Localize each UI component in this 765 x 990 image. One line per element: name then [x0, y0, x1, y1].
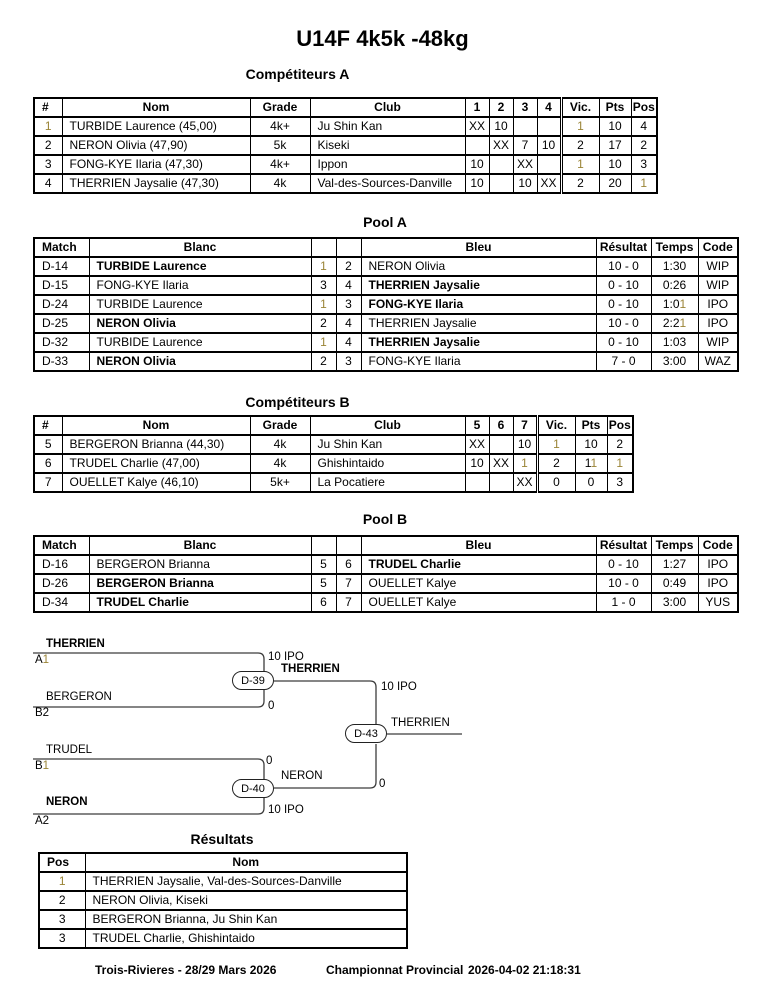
col-pos: Pos — [631, 98, 657, 117]
cell-g7: 10 — [513, 435, 537, 454]
col-nom: Nom — [85, 853, 407, 872]
bracket-score: 10 IPO — [268, 651, 304, 663]
cell-pos: 1 — [39, 872, 85, 891]
cell-nom: TURBIDE Laurence (45,00) — [62, 117, 250, 136]
cell-bleu: OUELLET Kalye — [361, 574, 596, 593]
cell-match: D-34 — [34, 593, 89, 612]
cell-code: IPO — [698, 314, 738, 333]
col-7: 7 — [513, 416, 537, 435]
cell-g4: XX — [537, 174, 561, 193]
col-2: 2 — [489, 98, 513, 117]
cell-bleu: NERON Olivia — [361, 257, 596, 276]
cell-g1: 10 — [465, 155, 489, 174]
bracket-match-pill-d43: D-43 — [345, 724, 387, 743]
cell-num: 5 — [34, 435, 62, 454]
cell-resultat: 0 - 10 — [596, 555, 651, 574]
col-nom: Nom — [62, 416, 250, 435]
cell-match: D-32 — [34, 333, 89, 352]
bracket-score: 0 — [266, 755, 273, 767]
col-bleu: Bleu — [361, 238, 596, 257]
cell-resultat: 10 - 0 — [596, 314, 651, 333]
result-row — [39, 872, 407, 891]
cell-nom: OUELLET Kalye (46,10) — [62, 473, 250, 492]
cell-temps: 1:03 — [651, 333, 698, 352]
cell-g6: XX — [489, 454, 513, 473]
col-nom: Nom — [62, 98, 250, 117]
cell-pos: 2 — [631, 136, 657, 155]
cell-bleu: TRUDEL Charlie — [361, 555, 596, 574]
cell-temps: 0:49 — [651, 574, 698, 593]
cell-g2 — [489, 155, 513, 174]
cell-num: 4 — [34, 174, 62, 193]
cell-club: Ju Shin Kan — [310, 435, 465, 454]
page-title: U14F 4k5k -48kg — [296, 26, 469, 51]
cell-g5: XX — [465, 435, 489, 454]
cell-bleu: FONG-KYE Ilaria — [361, 352, 596, 371]
competitors-a-table — [33, 97, 658, 194]
cell-resultat: 0 - 10 — [596, 276, 651, 295]
cell-match: D-25 — [34, 314, 89, 333]
cell-pts: 0 — [575, 473, 607, 492]
cell-g5: 10 — [465, 454, 489, 473]
cell-temps: 1:01 — [651, 295, 698, 314]
cell-code: WAZ — [698, 352, 738, 371]
col-5: 5 — [465, 416, 489, 435]
cell-pts: 20 — [599, 174, 631, 193]
cell-g3: 7 — [513, 136, 537, 155]
cell-club: Ghishintaido — [310, 454, 465, 473]
cell-blanc: NERON Olivia — [89, 314, 311, 333]
cell-blanc: TRUDEL Charlie — [89, 593, 311, 612]
cell-bleu-num: 3 — [336, 352, 361, 371]
cell-blanc-num: 1 — [311, 333, 336, 352]
cell-vic: 2 — [537, 454, 575, 473]
cell-blanc-num: 1 — [311, 257, 336, 276]
cell-code: IPO — [698, 555, 738, 574]
cell-num: 7 — [34, 473, 62, 492]
bracket-seed: A1 — [35, 654, 50, 666]
col-6: 6 — [489, 416, 513, 435]
col-grade: Grade — [250, 416, 310, 435]
cell-g4: 10 — [537, 136, 561, 155]
match-row — [34, 314, 738, 333]
pool-b-heading: Pool B — [362, 511, 408, 527]
cell-blanc: FONG-KYE Ilaria — [89, 276, 311, 295]
cell-num: 6 — [34, 454, 62, 473]
table-row — [34, 117, 657, 136]
cell-code: IPO — [698, 574, 738, 593]
cell-blanc-num: 5 — [311, 574, 336, 593]
col-blanc: Blanc — [89, 238, 311, 257]
cell-bleu-num: 4 — [336, 314, 361, 333]
cell-temps: 2:21 — [651, 314, 698, 333]
cell-pos: 3 — [631, 155, 657, 174]
cell-g3 — [513, 117, 537, 136]
cell-pos: 1 — [607, 454, 633, 473]
cell-nom: BERGERON Brianna, Ju Shin Kan — [85, 910, 407, 929]
cell-match: D-26 — [34, 574, 89, 593]
match-row — [34, 257, 738, 276]
bracket-score: 10 IPO — [268, 804, 304, 816]
col-blanc-num — [311, 238, 336, 257]
col-resultat: Résultat — [596, 238, 651, 257]
col-vic: Vic. — [537, 416, 575, 435]
col-code: Code — [698, 238, 738, 257]
cell-blanc: TURBIDE Laurence — [89, 257, 311, 276]
cell-bleu: OUELLET Kalye — [361, 593, 596, 612]
cell-g6 — [489, 435, 513, 454]
col-4: 4 — [537, 98, 561, 117]
bracket-winner-name: NERON — [281, 770, 323, 782]
cell-blanc-num: 2 — [311, 314, 336, 333]
col-temps: Temps — [651, 536, 698, 555]
results-table — [38, 852, 408, 949]
result-row — [39, 910, 407, 929]
cell-nom: THERRIEN Jaysalie (47,30) — [62, 174, 250, 193]
cell-g7: XX — [513, 473, 537, 492]
cell-blanc: BERGERON Brianna — [89, 555, 311, 574]
cell-bleu-num: 6 — [336, 555, 361, 574]
footer-event: Trois-Rivieres - 28/29 Mars 2026 — [95, 963, 277, 977]
cell-blanc-num: 3 — [311, 276, 336, 295]
results-heading: Résultats — [190, 831, 254, 847]
col-bleu-num — [336, 238, 361, 257]
cell-bleu: THERRIEN Jaysalie — [361, 314, 596, 333]
competitors-b-table — [33, 415, 634, 493]
cell-bleu-num: 2 — [336, 257, 361, 276]
cell-code: WIP — [698, 333, 738, 352]
cell-code: IPO — [698, 295, 738, 314]
cell-blanc-num: 5 — [311, 555, 336, 574]
col-club: Club — [310, 416, 465, 435]
col-vic: Vic. — [561, 98, 599, 117]
bracket-score: 0 — [268, 700, 275, 712]
cell-g1: 10 — [465, 174, 489, 193]
cell-grade: 5k — [250, 136, 310, 155]
cell-vic: 1 — [561, 155, 599, 174]
result-row — [39, 891, 407, 910]
table-header-row — [39, 853, 407, 872]
bracket-match-pill-d40: D-40 — [232, 779, 274, 798]
cell-g2: XX — [489, 136, 513, 155]
col-blanc-num — [311, 536, 336, 555]
cell-nom: BERGERON Brianna (44,30) — [62, 435, 250, 454]
cell-g1: XX — [465, 117, 489, 136]
cell-nom: THERRIEN Jaysalie, Val-des-Sources-Danville — [85, 872, 407, 891]
cell-pts: 11 — [575, 454, 607, 473]
cell-nom: FONG-KYE Ilaria (47,30) — [62, 155, 250, 174]
cell-club: Kiseki — [310, 136, 465, 155]
cell-grade: 4k — [250, 435, 310, 454]
cell-blanc: TURBIDE Laurence — [89, 333, 311, 352]
cell-temps: 3:00 — [651, 593, 698, 612]
cell-vic: 0 — [537, 473, 575, 492]
result-row — [39, 929, 407, 948]
table-row — [34, 136, 657, 155]
cell-g2 — [489, 174, 513, 193]
footer-printed-timestamp: 2026-04-02 21:18:31 — [468, 963, 581, 977]
bracket-winner-name: THERRIEN — [391, 717, 450, 729]
table-row — [34, 435, 633, 454]
cell-club: Ippon — [310, 155, 465, 174]
cell-temps: 3:00 — [651, 352, 698, 371]
cell-grade: 4k+ — [250, 155, 310, 174]
cell-pos: 1 — [631, 174, 657, 193]
cell-club: La Pocatiere — [310, 473, 465, 492]
cell-bleu-num: 3 — [336, 295, 361, 314]
cell-g5 — [465, 473, 489, 492]
table-header-row — [34, 98, 657, 117]
col-blanc: Blanc — [89, 536, 311, 555]
cell-num: 1 — [34, 117, 62, 136]
footer-championship: Championnat Provincial — [326, 963, 464, 977]
cell-num: 2 — [34, 136, 62, 155]
cell-bleu-num: 4 — [336, 333, 361, 352]
cell-temps: 1:27 — [651, 555, 698, 574]
col-3: 3 — [513, 98, 537, 117]
table-row — [34, 473, 633, 492]
bracket-slot-name: TRUDEL — [46, 744, 93, 756]
cell-pos: 2 — [607, 435, 633, 454]
cell-nom: TRUDEL Charlie (47,00) — [62, 454, 250, 473]
cell-code: WIP — [698, 257, 738, 276]
col-temps: Temps — [651, 238, 698, 257]
cell-resultat: 7 - 0 — [596, 352, 651, 371]
competitors-a-heading: Compétiteurs A — [245, 66, 350, 82]
pool-a-table — [33, 237, 739, 372]
col-pts: Pts — [575, 416, 607, 435]
cell-resultat: 0 - 10 — [596, 333, 651, 352]
cell-num: 3 — [34, 155, 62, 174]
cell-match: D-14 — [34, 257, 89, 276]
table-header-row — [34, 416, 633, 435]
col-pts: Pts — [599, 98, 631, 117]
col-bleu-num — [336, 536, 361, 555]
cell-match: D-16 — [34, 555, 89, 574]
cell-code: YUS — [698, 593, 738, 612]
cell-vic: 1 — [537, 435, 575, 454]
cell-bleu-num: 4 — [336, 276, 361, 295]
match-row — [34, 333, 738, 352]
bracket-seed: B2 — [35, 707, 50, 719]
cell-resultat: 1 - 0 — [596, 593, 651, 612]
bracket-score: 0 — [379, 778, 386, 790]
match-row — [34, 574, 738, 593]
cell-g4 — [537, 155, 561, 174]
pool-a-heading: Pool A — [363, 214, 407, 230]
cell-g6 — [489, 473, 513, 492]
bracket-slot-name: THERRIEN — [46, 638, 105, 650]
cell-resultat: 10 - 0 — [596, 257, 651, 276]
bracket-score: 10 IPO — [381, 681, 417, 693]
col-club: Club — [310, 98, 465, 117]
col-bleu: Bleu — [361, 536, 596, 555]
cell-match: D-15 — [34, 276, 89, 295]
cell-nom: TRUDEL Charlie, Ghishintaido — [85, 929, 407, 948]
col-resultat: Résultat — [596, 536, 651, 555]
match-row — [34, 593, 738, 612]
match-row — [34, 276, 738, 295]
col-pos: Pos — [39, 853, 85, 872]
bracket-match-pill-d39: D-39 — [232, 671, 274, 690]
match-row — [34, 555, 738, 574]
cell-nom: NERON Olivia, Kiseki — [85, 891, 407, 910]
table-row — [34, 155, 657, 174]
cell-pos: 3 — [607, 473, 633, 492]
cell-pts: 10 — [599, 117, 631, 136]
table-row — [34, 454, 633, 473]
cell-bleu-num: 7 — [336, 593, 361, 612]
cell-blanc: NERON Olivia — [89, 352, 311, 371]
cell-pos: 4 — [631, 117, 657, 136]
cell-g1 — [465, 136, 489, 155]
table-header-row — [34, 238, 738, 257]
cell-pos: 3 — [39, 910, 85, 929]
cell-bleu-num: 7 — [336, 574, 361, 593]
cell-g4 — [537, 117, 561, 136]
cell-bleu: FONG-KYE Ilaria — [361, 295, 596, 314]
cell-grade: 4k+ — [250, 117, 310, 136]
cell-blanc-num: 1 — [311, 295, 336, 314]
bracket-seed: A2 — [35, 815, 50, 827]
cell-vic: 2 — [561, 136, 599, 155]
cell-blanc-num: 2 — [311, 352, 336, 371]
cell-g7: 1 — [513, 454, 537, 473]
cell-pts: 10 — [575, 435, 607, 454]
cell-club: Ju Shin Kan — [310, 117, 465, 136]
pool-b-table — [33, 535, 739, 613]
cell-g3: 10 — [513, 174, 537, 193]
bracket-seed: B1 — [35, 760, 50, 772]
cell-resultat: 10 - 0 — [596, 574, 651, 593]
cell-temps: 1:30 — [651, 257, 698, 276]
cell-club: Val-des-Sources-Danville — [310, 174, 465, 193]
bracket-winner-name: THERRIEN — [281, 663, 340, 675]
cell-bleu: THERRIEN Jaysalie — [361, 276, 596, 295]
cell-match: D-33 — [34, 352, 89, 371]
cell-g2: 10 — [489, 117, 513, 136]
col-num: # — [34, 98, 62, 117]
cell-blanc: BERGERON Brianna — [89, 574, 311, 593]
col-pos: Pos — [607, 416, 633, 435]
col-match: Match — [34, 238, 89, 257]
cell-pos: 3 — [39, 929, 85, 948]
cell-nom: NERON Olivia (47,90) — [62, 136, 250, 155]
col-match: Match — [34, 536, 89, 555]
cell-vic: 2 — [561, 174, 599, 193]
cell-grade: 4k — [250, 454, 310, 473]
cell-pts: 17 — [599, 136, 631, 155]
cell-code: WIP — [698, 276, 738, 295]
cell-pts: 10 — [599, 155, 631, 174]
col-1: 1 — [465, 98, 489, 117]
cell-bleu: THERRIEN Jaysalie — [361, 333, 596, 352]
cell-blanc: TURBIDE Laurence — [89, 295, 311, 314]
col-num: # — [34, 416, 62, 435]
bracket-slot-name: BERGERON — [46, 691, 112, 703]
cell-blanc-num: 6 — [311, 593, 336, 612]
cell-vic: 1 — [561, 117, 599, 136]
col-code: Code — [698, 536, 738, 555]
match-row — [34, 352, 738, 371]
col-grade: Grade — [250, 98, 310, 117]
table-header-row — [34, 536, 738, 555]
table-row — [34, 174, 657, 193]
cell-pos: 2 — [39, 891, 85, 910]
cell-match: D-24 — [34, 295, 89, 314]
cell-grade: 5k+ — [250, 473, 310, 492]
bracket-slot-name: NERON — [46, 796, 88, 808]
match-row — [34, 295, 738, 314]
cell-temps: 0:26 — [651, 276, 698, 295]
cell-g3: XX — [513, 155, 537, 174]
cell-resultat: 0 - 10 — [596, 295, 651, 314]
competitors-b-heading: Compétiteurs B — [245, 394, 350, 410]
cell-grade: 4k — [250, 174, 310, 193]
